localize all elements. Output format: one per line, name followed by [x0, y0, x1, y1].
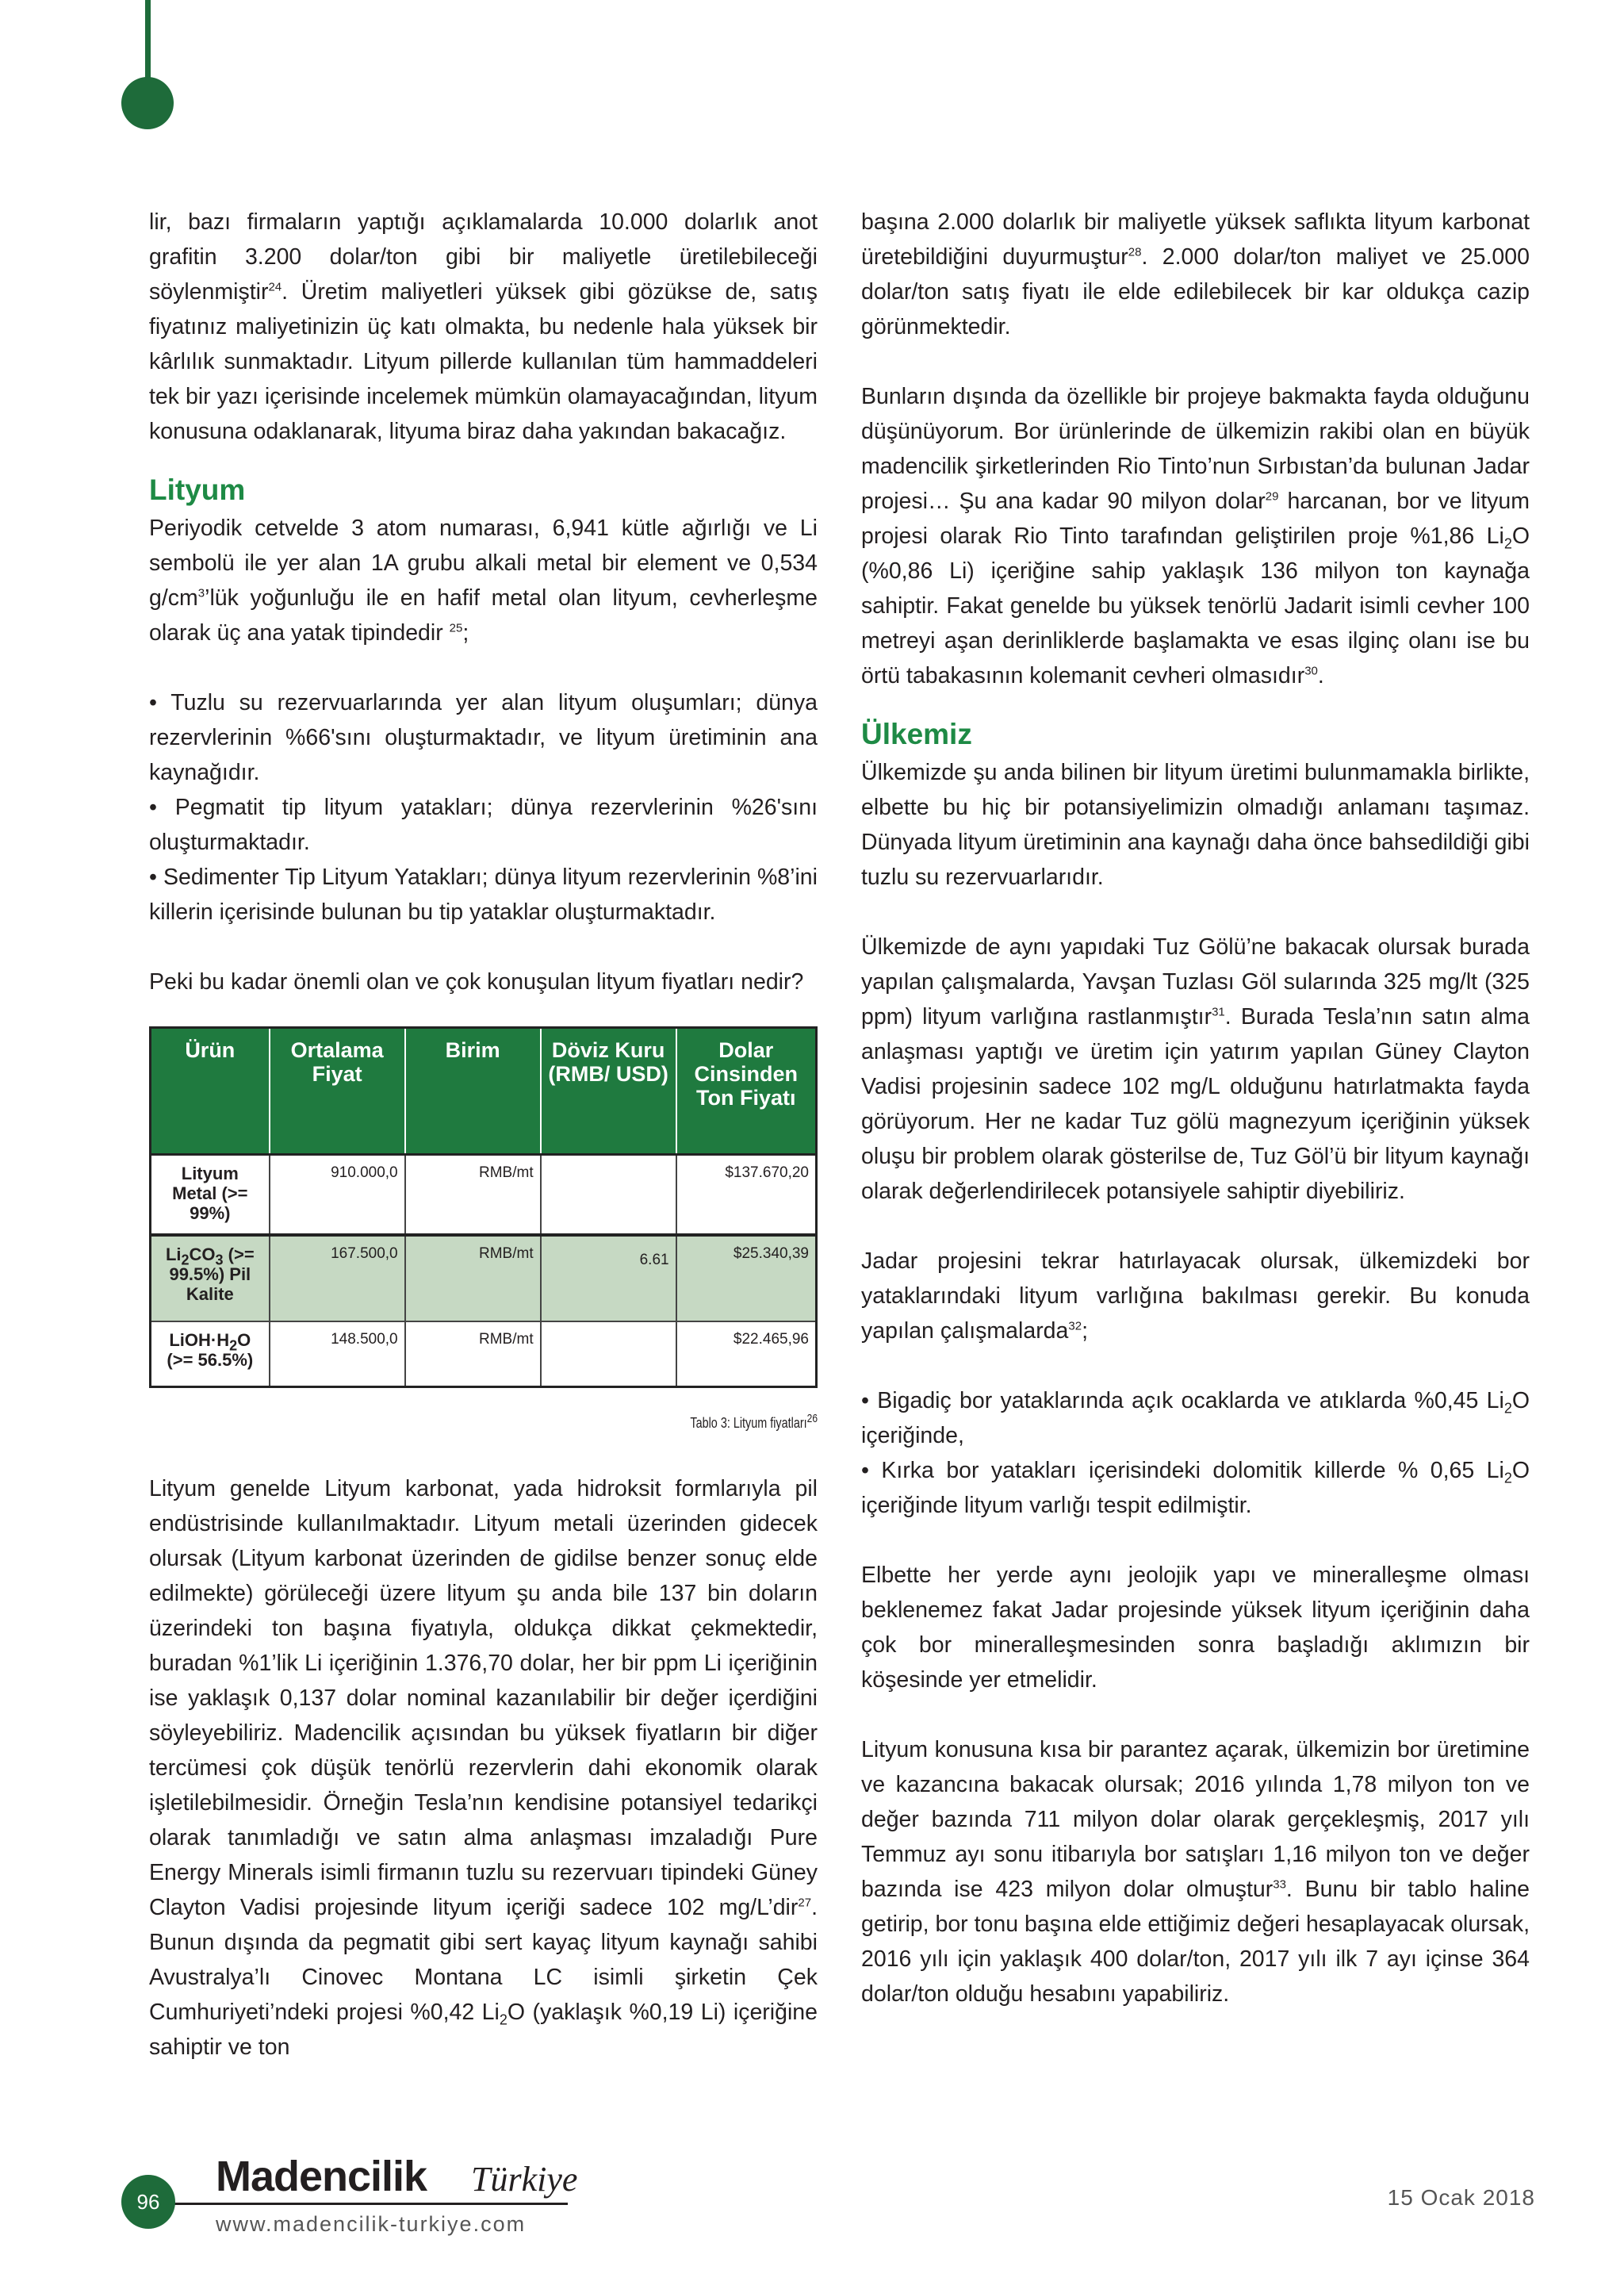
right-paragraph-cost: başına 2.000 dolarlık bir maliyetle yüksek saflıkta lityum karbonat üretebildiğini duyurmuştur$^{28}$. 2.000 dolar/ton maliyet ve 25.000 dolar/ton satış fiyatı ile elde edilebilecek bir kar oldukça cazip görünmektedir. [861, 209, 1530, 339]
bullet-pegmatite-deposits: • Pegmatit tip lityum yatakları; dünya rezervlerinin %26'sını oluşturmaktadır. [149, 795, 818, 855]
cell-unit: RMB/mt [405, 1235, 541, 1321]
page-number: 96 [121, 2175, 175, 2229]
cell-rate [541, 1155, 676, 1236]
heading-lityum: Lityum [149, 474, 246, 506]
header-exchange-rate: Döviz Kuru (RMB/ USD) [541, 1028, 676, 1155]
cell-unit: RMB/mt [405, 1321, 541, 1387]
cell-usd: $25.340,39 [676, 1235, 817, 1321]
right-paragraph-boron-deposits: Jadar projesini tekrar hatırlayacak olursak, ülkemizdeki bor yataklarındaki lityum varlığına bakılması gerekir. Bu konuda yapılan çalışmalarda$^{32}$; [861, 1248, 1530, 1344]
right-paragraph-boron-production: Lityum konusuna kısa bir parantez açarak, ülkemizin bor üretimine ve kazancına bakacak olursak; 2016 yılında 1,78 milyon ton ve değer bazında 711 milyon dolar olarak gerçekleşmiş, 2017 yılı Temmuz ayı sonu itibarıyla bor satışları 1,16 milyon ton ve değer bazında ise 423 milyon dolar olmuştur$^{33}$. Bunu bir tablo haline getirip, bor tonu başına elde ettiğimiz değeri hesaplayacak olursak, 2016 yılı için yaklaşık 400 dolar/ton, 2017 yılı ilk 7 ayı içinse 364 dolar/ton olduğu hesabını yapabiliriz. [861, 1737, 1530, 2007]
table-row [151, 1155, 817, 1236]
right-paragraph-domestic: Ülkemizde şu anda bilinen bir lityum üretimi bulunmamakla birlikte, elbette bu hiç bir potansiyelimizin olmadığı anlamanı taşımaz. Dünyada lityum üretiminin ana kaynağı daha önce bahsedildiği gibi tuzlu su rezervuarlarıdır. [861, 760, 1530, 890]
brand-logo-main: Madencilik [216, 2153, 427, 2200]
table-header-row [151, 1028, 817, 1155]
cell-usd: $137.670,20 [676, 1155, 817, 1236]
table-row [151, 1235, 817, 1321]
footer-website: www.madencilik-turkiye.com [216, 2212, 527, 2236]
heading-ulkemiz: Ülkemiz [861, 718, 972, 750]
decorative-dot [121, 77, 174, 129]
left-paragraph-intro: lir, bazı firmaların yaptığı açıklamalarda 10.000 dolarlık anot grafitin 3.200 dolar/ton gibi bir maliyetle üretilebileceği söylenmiştir$^{24}$. Üretim maliyetleri yüksek gibi gözükse de, satış fiyatınız maliyetinizin üç katı olmakta, bu nedenle hala yüksek bir kârlılık sunmaktadır. Lityum pillerde kullanılan tüm hammaddeleri tek bir yazı içerisinde incelemek mümkün olamayacağından, lityum konusuna odaklanarak, lityuma biraz daha yakından bakacağız. [149, 209, 818, 444]
cell-rate: 6.61 [541, 1235, 676, 1321]
lithium-price-table [149, 1026, 818, 1388]
cell-price: 910.000,0 [270, 1155, 405, 1236]
table-caption: Tablo 3: Lityum fiyatları$^{26}$ [690, 1412, 818, 1431]
right-paragraph-jadar: Bunların dışında da özellikle bir projeye bakmakta fayda olduğunu düşünüyorum. Bor ürünlerinde de ülkemizin rakibi olan en büyük madencilik şirketlerinden Rio Tinto’nun Sırbıstan’da bulunan Jadar projesi… Şu ana kadar 90 milyon dolar$^{29}$ harcanan, bor ve lityum projesi olarak Rio Tinto tarafından geliştirilen proje %1,86 $Li_2O$ (%0,86 Li) içeriğine sahip yaklaşık 136 milyon ton kaynağa sahiptir. Fakat genelde bu yüksek tenörlü Jadarit isimli cevher 100 metreyi aşan derinliklerde başlamakta ve esas ilginç olanı ise bu örtü tabakasının kolemanit cevheri olmasıdır$^{30}$. [861, 384, 1530, 688]
cell-product: $LiOH\cdot H_2O$ (>= 56.5%) [151, 1321, 270, 1387]
right-column [861, 205, 1530, 2011]
header-usd-ton-price: Dolar Cinsinden Ton Fiyatı [676, 1028, 817, 1155]
cell-price: 167.500,0 [270, 1235, 405, 1321]
footer-rule [167, 2203, 568, 2205]
right-paragraph-tuz-golu: Ülkemizde de aynı yapıdaki Tuz Gölü’ne bakacak olursak burada yapılan çalışmalarda, Yavşan Tuzlası Göl sularında 325 mg/lt (325 ppm) lityum varlığına rastlanmıştır$^{31}$. Burada Tesla’nın satın alma anlaşması yaptığı ve üretim için yatırım yapılan Güney Clayton Vadisi projesinin sadece 102 mg/L olduğunu hatırlatmakta fayda görüyorum. Her ne kadar Tuz gölü magnezyum içeriğinin yüksek oluşu bir problem olarak gösterilse de, Tuz Göl’ü bir lityum kaynağı olarak değerlendirilecek potansiyele sahiptir diyebiliriz. [861, 934, 1530, 1204]
header-product: Ürün [151, 1028, 270, 1155]
header-unit: Birim [405, 1028, 541, 1155]
cell-product: Lityum Metal (>= 99%) [151, 1155, 270, 1236]
brand-logo-script: Türkiye [471, 2160, 578, 2199]
cell-price: 148.500,0 [270, 1321, 405, 1387]
table-row [151, 1321, 817, 1387]
right-paragraph-geology: Elbette her yerde aynı jeolojik yapı ve mineralleşme olması beklenemez fakat Jadar projesinde yüksek lityum içeriğinin daha çok bor mineralleşmesinden sonra başladığı aklımızın bir köşesinde yer etmelidir. [861, 1563, 1530, 1693]
cell-unit: RMB/mt [405, 1155, 541, 1236]
left-paragraph-question: Peki bu kadar önemli olan ve çok konuşulan lityum fiyatları nedir? [149, 969, 804, 995]
cell-product: $Li_2CO_3$ (>= 99.5%) Pil Kalite [151, 1235, 270, 1321]
cell-usd: $22.465,96 [676, 1321, 817, 1387]
left-column [149, 205, 818, 2065]
bullet-kirka: • Kırka bor yatakları içerisindeki dolomitik killerde % 0,65 $Li_2O$ içeriğinde lityum varlığı tespit edilmiştir. [861, 1458, 1530, 1518]
left-paragraph-prices-discussion: Lityum genelde Lityum karbonat, yada hidroksit formlarıyla pil endüstrisinde kullanılmaktadır. Lityum metali üzerinden gidecek olursak (Lityum karbonat üzerinden de gidilse benzer sonuç elde edilmekte) görüleceği üzere lityum şu anda bile 137 bin doların üzerindeki ton başına fiyatıyla, oldukça dikkat çekmektedir, buradan %1’lik Li içeriğinin 1.376,70 dolar, her bir ppm Li içeriğinin ise yaklaşık 0,137 dolar nominal kazanılabilir bir değer içerdiğini söyleyebiliriz. Madencilik açısından bu yüksek fiyatların bir diğer tercümesi çok düşük tenörlü rezervlerin dahi ekonomik olarak işletilebilmesidir. Örneğin Tesla’nın kendisine potansiyel tedarikçi olarak tanımladığı ve satın alma anlaşması imzaladığı Pure Energy Minerals isimli firmanın tuzlu su rezervuarı tipindeki Güney Clayton Vadisi projesinde lityum içeriği sadece 102 mg/L’dir$^{27}$. Bunun dışında da pegmatit gibi sert kayaç lityum kaynağı sahibi Avustralya’lı Cinovec Montana LC isimli şirketin Çek Cumhuriyeti’ndeki projesi %0,42 $Li_2O$ (yaklaşık %0,19 Li) içeriğine sahiptir ve ton [149, 1476, 818, 2060]
left-paragraph-definition: Periyodik cetvelde 3 atom numarası, 6,941 kütle ağırlığı ve Li sembolü ile yer alan 1A grubu alkali metal bir element ve 0,534 $g/cm^3’lük$ yoğunluğu ile en hafif metal olan lityum, cevherleşme olarak üç ana yatak tipindedir $^{25}$; [149, 516, 818, 646]
bullet-bigadic: • Bigadiç bor yataklarında açık ocaklarda ve atıklarda %0,45 $Li_2O$ içeriğinde, [861, 1388, 1530, 1448]
header-average-price: Ortalama Fiyat [270, 1028, 405, 1155]
cell-rate [541, 1321, 676, 1387]
bullet-sedimentary-deposits: • Sedimenter Tip Lityum Yatakları; dünya lityum rezervlerinin %8’ini killerin içerisinde bulunan bu tip yataklar oluşturmaktadır. [149, 865, 818, 925]
bullet-brine-deposits: • Tuzlu su rezervuarlarında yer alan lityum oluşumları; dünya rezervlerinin %66'sını oluşturmaktadır, ve lityum üretiminin ana kaynağıdır. [149, 690, 818, 785]
issue-date: 15 Ocak 2018 [1387, 2185, 1535, 2210]
